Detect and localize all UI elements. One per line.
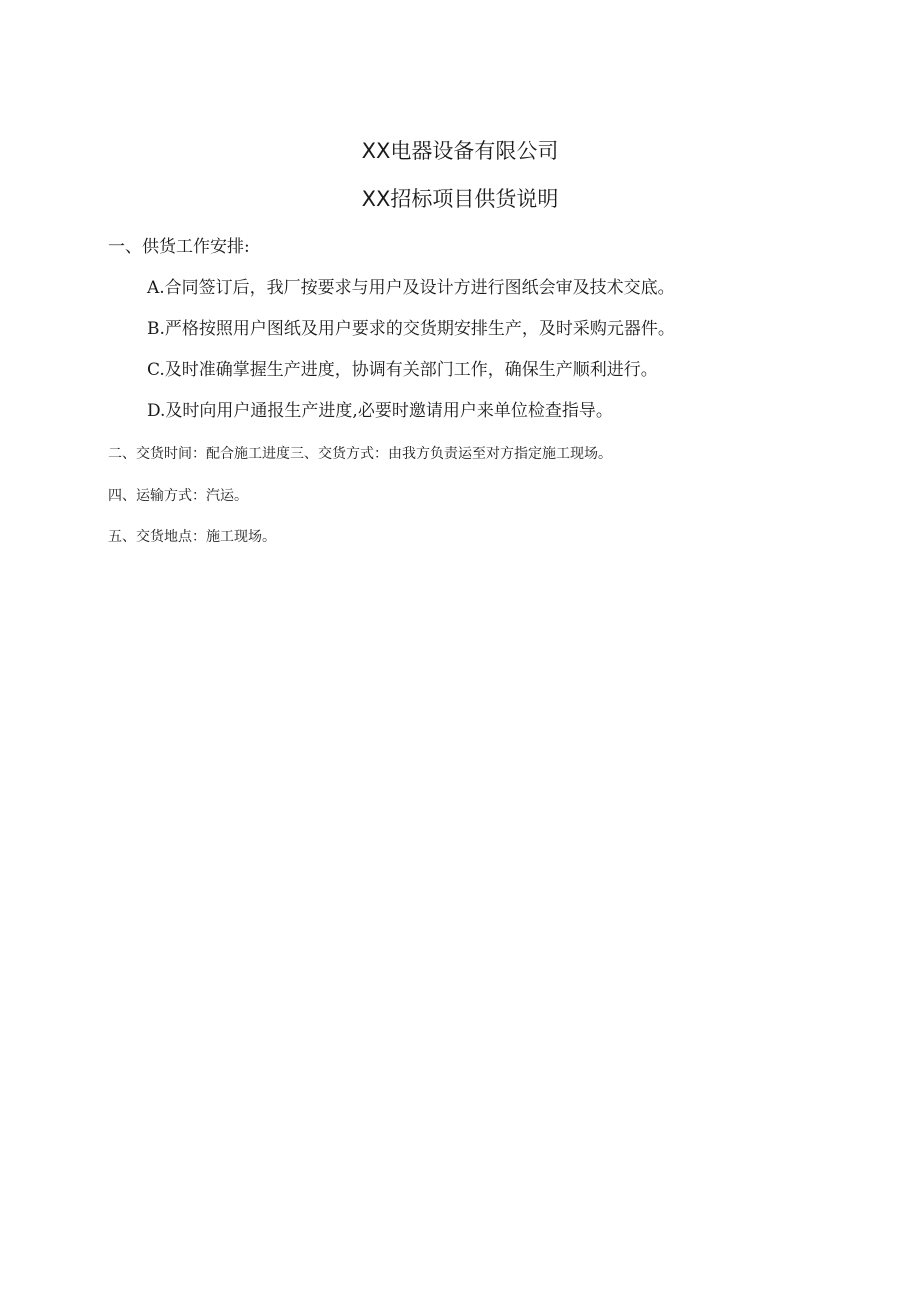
project-title: XX招标项目供货说明 <box>361 187 559 211</box>
section-4-transport: 四、运输方式：汽运。 <box>108 488 248 504</box>
company-title: XX电器设备有限公司 <box>361 139 559 163</box>
section-5-location: 五、交货地点：施工现场。 <box>108 529 276 545</box>
section-1-item-a: A.合同签订后，我厂按要求与用户及设计方进行图纸会审及技术交底。 <box>147 278 675 298</box>
section-1-item-c: C.及时准确掌握生产进度，协调有关部门工作，确保生产顺利进行。 <box>147 360 658 380</box>
section-2-3-delivery: 二、交货时间：配合施工进度三、交货方式：由我方负责运至对方指定施工现场。 <box>108 446 612 462</box>
section-1-item-d: D.及时向用户通报生产进度,必要时邀请用户来单位检查指导。 <box>147 401 613 421</box>
section-1-heading: 一、供货工作安排: <box>108 237 250 257</box>
section-1-item-b: B.严格按照用户图纸及用户要求的交货期安排生产，及时采购元器件。 <box>147 319 675 339</box>
